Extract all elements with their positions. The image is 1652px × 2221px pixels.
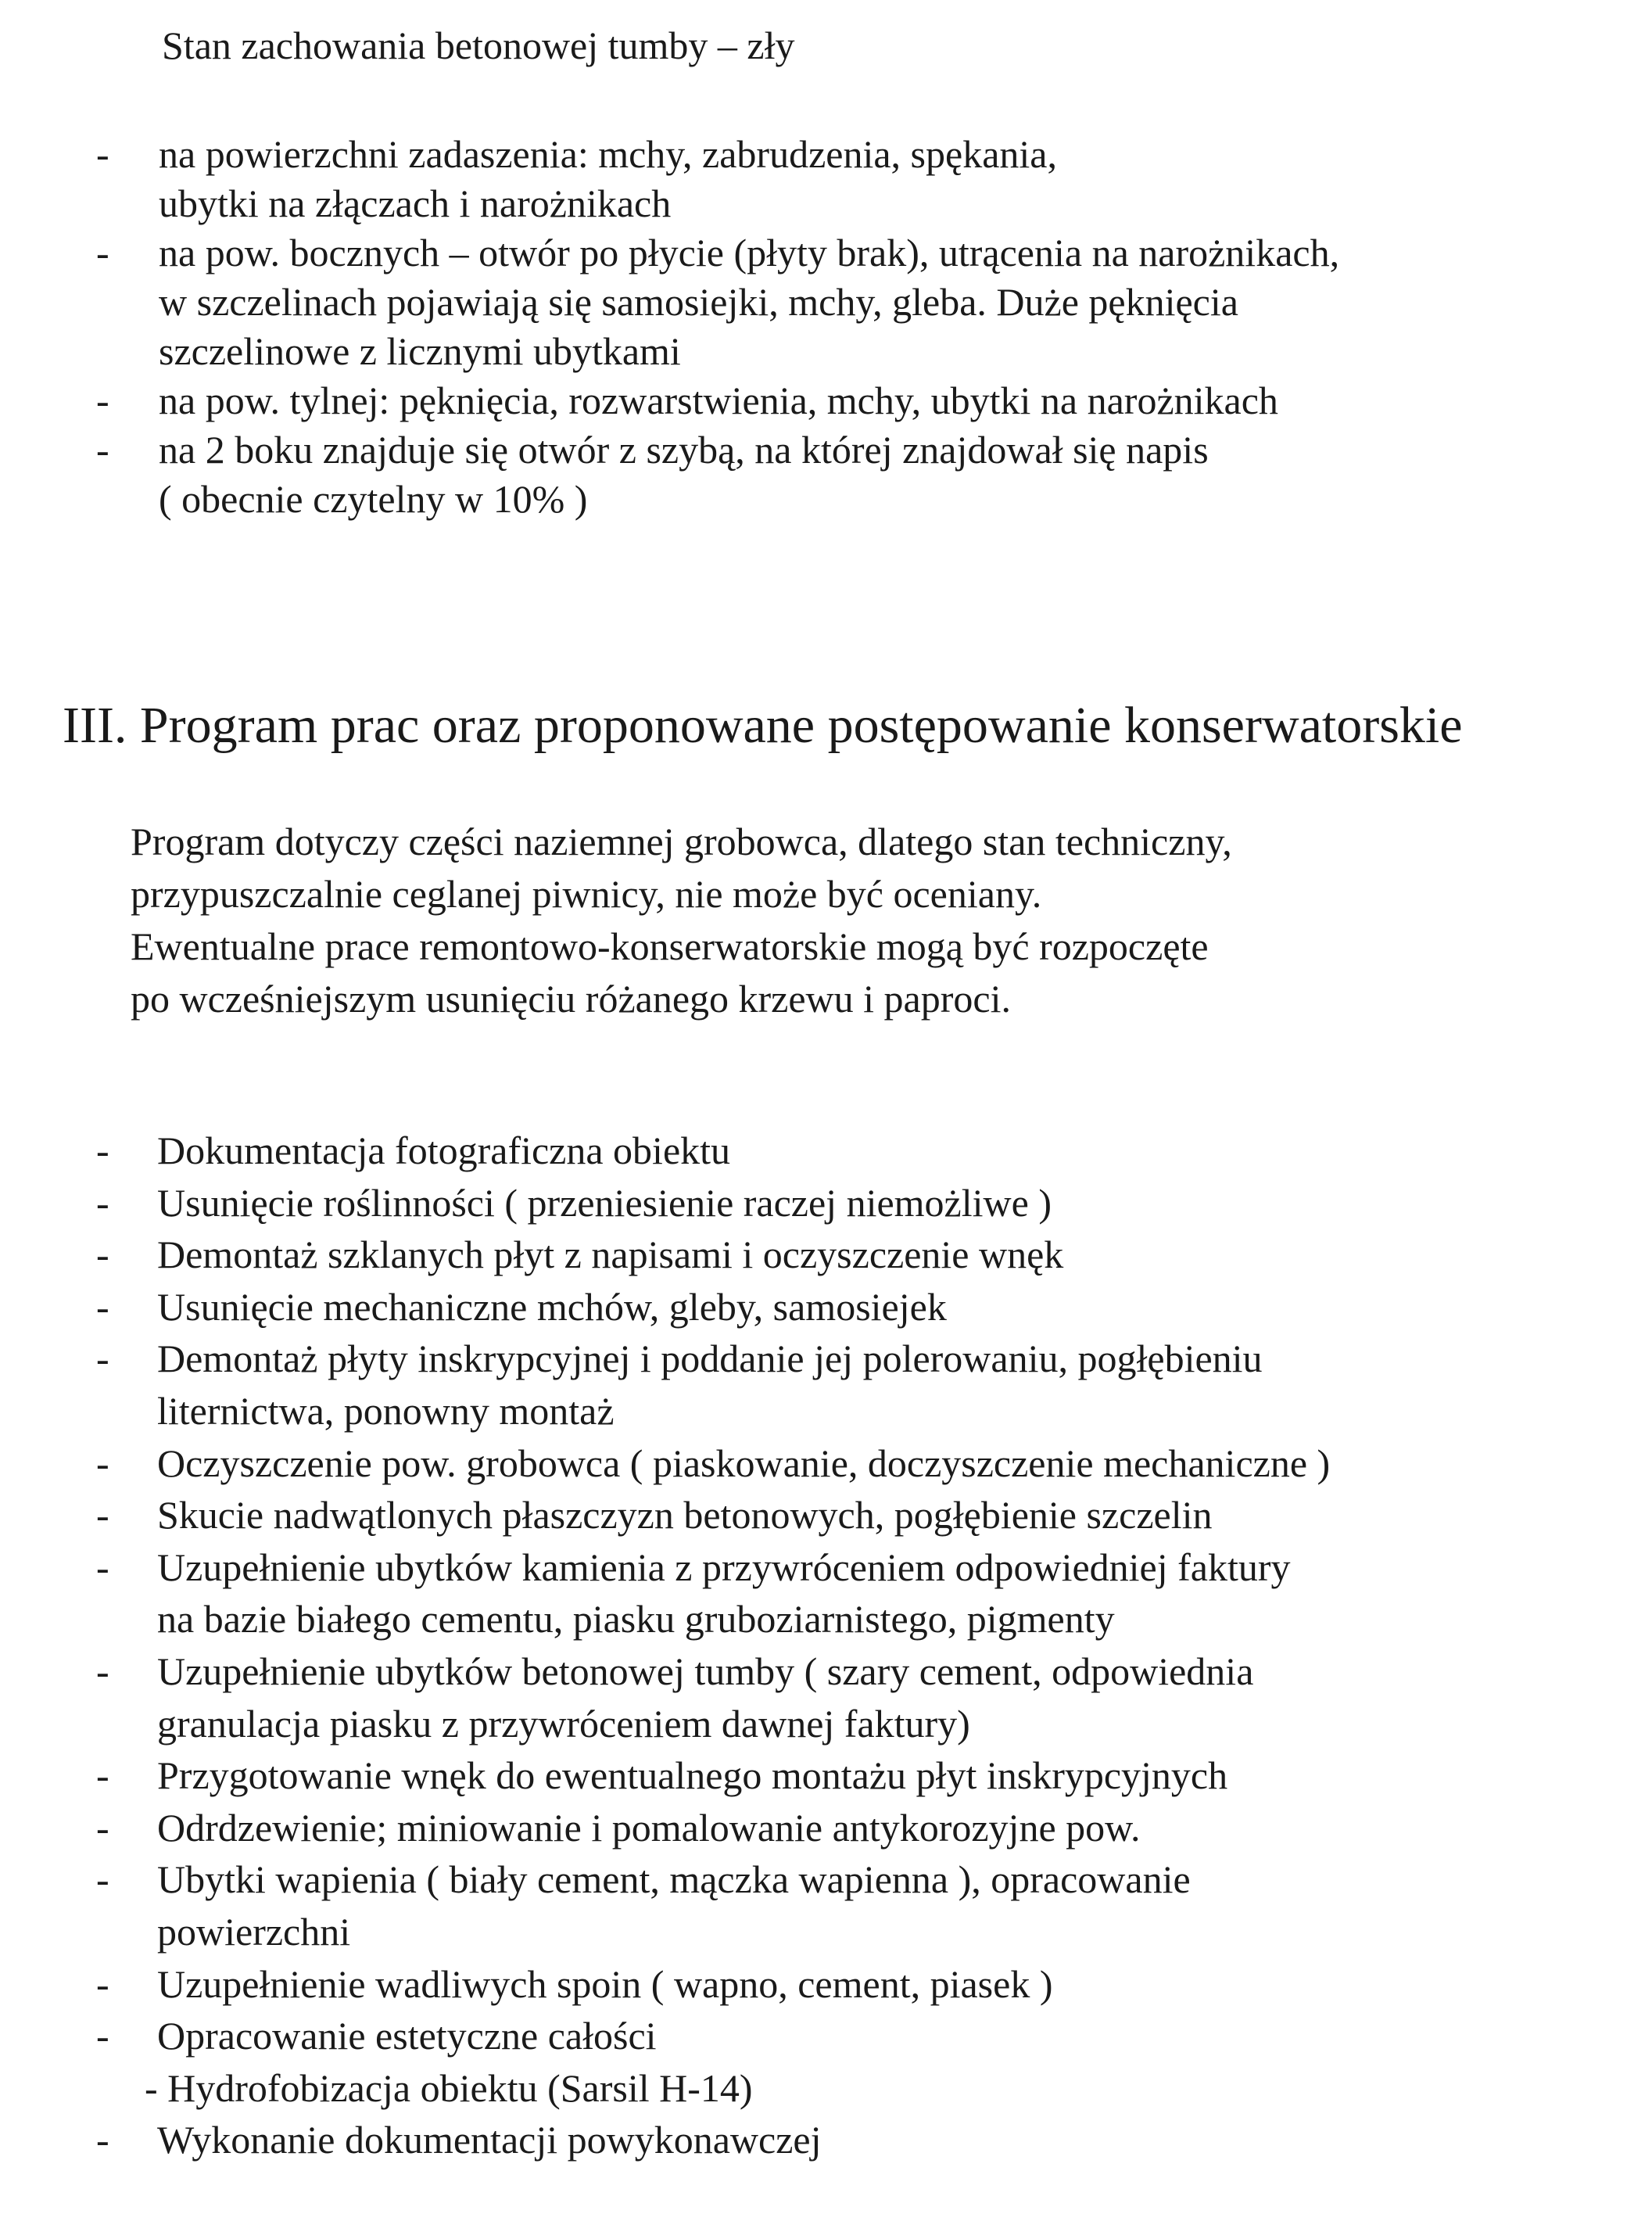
list-bullet: - [96,1284,109,1329]
list-item-line: Ubytki wapienia ( biały cement, mączka wapienna ), opracowanie [157,1857,1191,1902]
list-bullet: - [96,379,109,422]
list-item-line: na bazie białego cementu, piasku gruboziarnistego, pigmenty [157,1597,1115,1642]
list-bullet: - [96,1493,109,1537]
intro-line: przypuszczalnie ceglanej piwnicy, nie może być oceniany. [131,872,1042,916]
list-item-line: Usunięcie roślinności ( przeniesienie raczej niemożliwe ) [157,1180,1052,1225]
list-item-line: Oczyszczenie pow. grobowca ( piaskowanie, doczyszczenie mechaniczne ) [157,1441,1331,1485]
list-item-line: Uzupełnienie ubytków kamienia z przywróceniem odpowiedniej faktury [157,1545,1291,1589]
list-item-line: Usunięcie mechaniczne mchów, gleby, samosiejek [157,1284,947,1329]
list-bullet: - [96,1232,109,1277]
list-item-line: na pow. tylnej: pęknięcia, rozwarstwienia, mchy, ubytki na narożnikach [159,379,1278,422]
intro-line: Ewentualne prace remontowo-konserwatorskie mogą być rozpoczęte [131,924,1209,968]
list-bullet: - [96,1805,109,1850]
status-line: Stan zachowania betonowej tumby – zły [162,23,795,67]
list-bullet: - [96,428,109,472]
list-bullet: - [96,132,109,176]
list-item-line: Demontaż płyty inskrypcyjnej i poddanie jej polerowaniu, pogłębieniu [157,1337,1263,1381]
list-bullet: - [96,231,109,274]
list-bullet: - [96,1441,109,1485]
list-item-line: ubytki na złączach i narożnikach [159,181,672,225]
list-item-line: Przygotowanie wnęk do ewentualnego montażu płyt inskrypcyjnych [157,1753,1228,1798]
list-item-line: Dokumentacja fotograficzna obiektu [157,1128,731,1172]
list-item-line: granulacja piasku z przywróceniem dawnej faktury) [157,1701,970,1746]
list-bullet: - [96,2014,109,2058]
list-item-line: na pow. bocznych – otwór po płycie (płyty brak), utrącenia na narożnikach, [159,231,1340,274]
list-item-line: w szczelinach pojawiają się samosiejki, mchy, gleba. Duże pęknięcia [159,280,1238,324]
list-bullet: - [96,1337,109,1381]
list-item-line: Uzupełnienie wadliwych spoin ( wapno, cement, piasek ) [157,1961,1053,2006]
list-bullet: - [96,1857,109,1902]
list-item-line: - Hydrofobizacja obiektu (Sarsil H-14) [145,2065,753,2110]
list-item-line: Wykonanie dokumentacji powykonawczej [157,2118,822,2162]
list-item-line: Uzupełnienie ubytków betonowej tumby ( szary cement, odpowiednia [157,1649,1254,1693]
list-bullet: - [96,1961,109,2006]
list-item-line: szczelinowe z licznymi ubytkami [159,329,681,373]
intro-line: Program dotyczy części naziemnej grobowca, dlatego stan techniczny, [131,820,1232,863]
list-item-line: Odrdzewienie; miniowanie i pomalowanie antykorozyjne pow. [157,1805,1141,1850]
list-bullet: - [96,1649,109,1693]
list-item-line: Skucie nadwątlonych płaszczyzn betonowych, pogłębienie szczelin [157,1493,1213,1537]
list-bullet: - [96,1753,109,1798]
list-item-line: ( obecnie czytelny w 10% ) [159,477,588,521]
list-bullet: - [96,2118,109,2162]
section-heading: III. Program prac oraz proponowane postępowanie konserwatorskie [63,697,1463,754]
list-item-line: Opracowanie estetyczne całości [157,2014,657,2058]
intro-line: po wcześniejszym usunięciu różanego krzewu i paproci. [131,977,1011,1021]
list-bullet: - [96,1180,109,1225]
list-item-line: liternictwa, ponowny montaż [157,1389,615,1433]
list-item-line: na powierzchni zadaszenia: mchy, zabrudzenia, spękania, [159,132,1057,176]
list-bullet: - [96,1545,109,1589]
list-bullet: - [96,1128,109,1172]
list-item-line: Demontaż szklanych płyt z napisami i oczyszczenie wnęk [157,1232,1064,1277]
list-item-line: powierzchni [157,1910,351,1954]
list-item-line: na 2 boku znajduje się otwór z szybą, na której znajdował się napis [159,428,1209,472]
